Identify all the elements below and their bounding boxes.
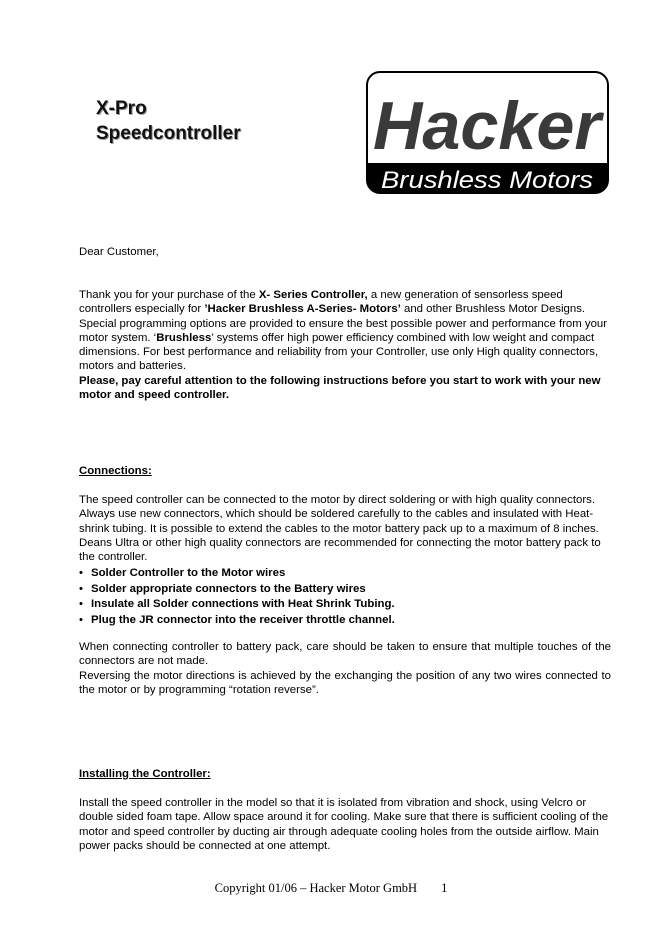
- title-line-2: Speedcontroller: [96, 123, 241, 144]
- list-item: • Insulate all Solder connections with Heat Shrink Tubing.: [79, 598, 395, 610]
- connections-notes: [79, 640, 611, 697]
- intro-paragraph: Thank you for your purchase of the X- Series Controller, a new generation of sensorless speed controllers especially for ’Hacker Brushless A-Series- Motors’ and other Brushless Motor Designs. Special programming options are provided to ensure the best possible power and performance from your motor system. ‘Brushless’ systems offer high power efficiency combined with low weight and compact dimensions. For best performance and reliability from your Controller, use only High quality connectors, motors and batteries. Please, pay careful attention to the following instructions before you start to work with your new motor and speed controller.: [79, 289, 608, 402]
- connections-steps-list: [79, 566, 611, 628]
- greeting: Dear Customer,: [79, 246, 159, 258]
- installing-body: Install the speed controller in the model so that it is isolated from vibration and shock, using Velcro or double sided foam tape. Allow space around it for cooling. Make sure that there is sufficient cooling of the motor and speed controller by ducting air through adequate cooling holes from the outside airflow. Main power packs should be connected at one attempt.: [79, 797, 609, 852]
- reverse-note: Reversing the motor directions is achieved by the exchanging the position of any two wires connected to the motor or by programming “rotation reverse”.: [79, 669, 611, 696]
- battery-note: When connecting controller to battery pack, care should be taken to ensure that multiple touches of the connectors are not made.: [79, 641, 611, 668]
- list-item: • Solder Controller to the Motor wires: [79, 567, 286, 579]
- page-footer: [0, 881, 662, 896]
- connections-body: The speed controller can be connected to the motor by direct soldering or with high quality connectors. Always use new connectors, which should be soldered carefully to the cables and insulated with Heat-shrink tubing. It is possible to extend the cables to the motor battery pack up to a maximum of 8 inches. Deans Ultra or other high quality connectors are recommended for connecting the motor battery pack to the controller.: [79, 494, 601, 564]
- document-title: [96, 96, 241, 146]
- list-item: • Solder appropriate connectors to the Battery wires: [79, 582, 366, 595]
- installing-heading: Installing the Controller:: [79, 768, 211, 780]
- copyright-text: Copyright 01/06 – Hacker Motor GmbH: [214, 881, 418, 895]
- logo-word: Hacker: [373, 88, 605, 164]
- hacker-logo: [366, 71, 609, 194]
- warning-text: Please, pay careful attention to the following instructions before you start to work with your new motor and speed controller.: [79, 374, 601, 402]
- connections-heading: Connections:: [79, 465, 152, 477]
- page-number: 1: [441, 881, 448, 895]
- title-line-1: X-Pro: [96, 98, 147, 119]
- logo-tagline: Brushless Motors: [381, 167, 593, 194]
- list-item: • Plug the JR connector into the receiver throttle channel.: [79, 613, 395, 626]
